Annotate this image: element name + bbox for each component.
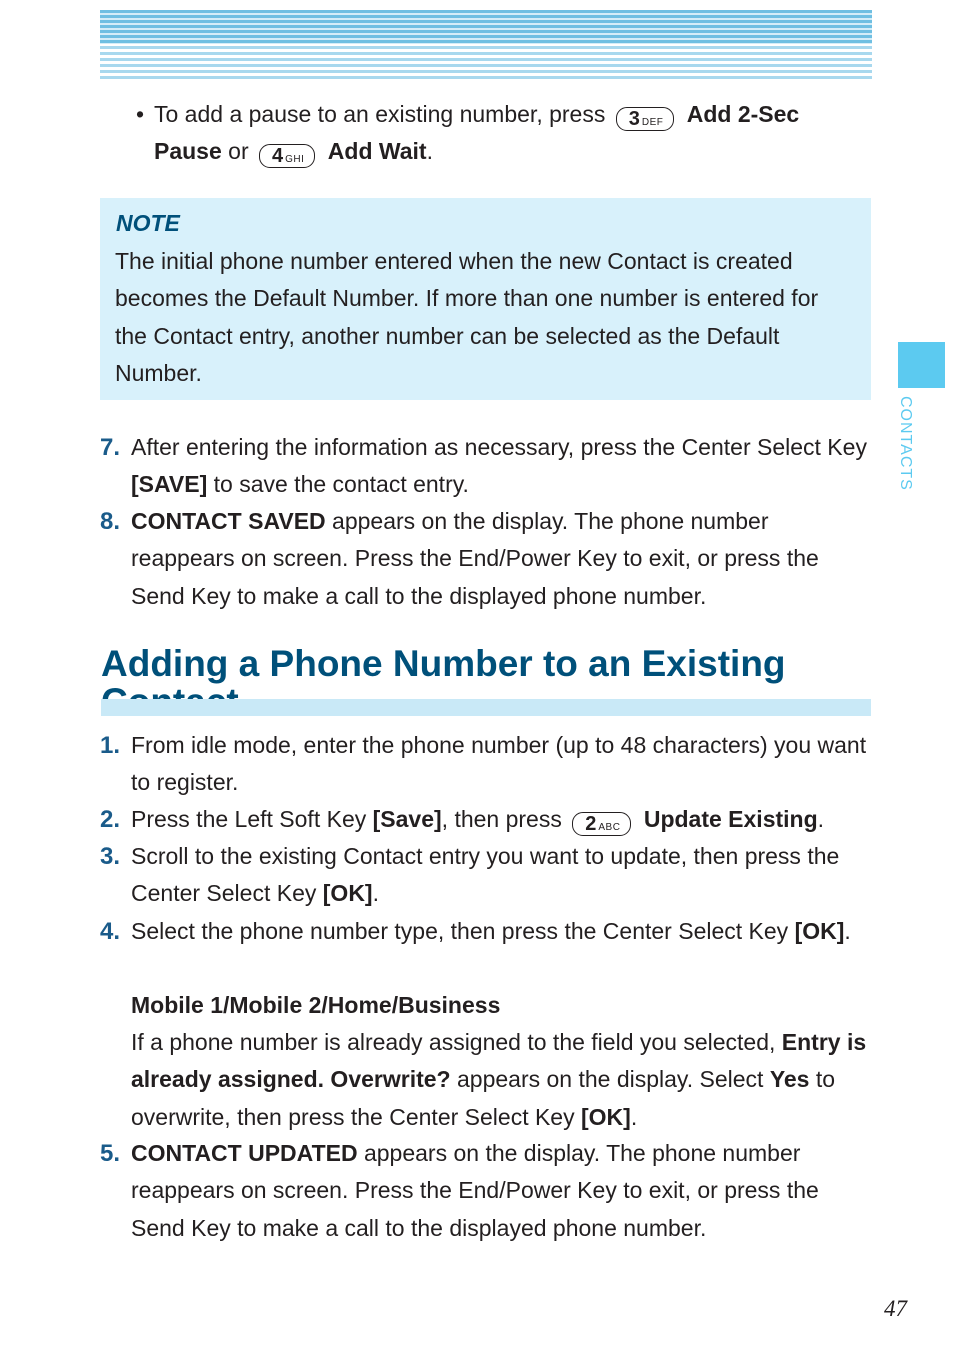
- note-body: The initial phone number entered when the new Contact is created becomes the Default Number. If more than one number is entered for the Contact entry, another number can be selected as the Default Number.: [115, 248, 819, 386]
- note-box: [100, 198, 871, 400]
- step-number: 7.: [100, 434, 121, 461]
- ok-key-label: [OK]: [322, 880, 373, 907]
- update-existing-label: Update Existing: [643, 806, 818, 832]
- bullet-dot: •: [136, 101, 145, 127]
- key-4-ghi-icon: 4 GHI: [259, 144, 315, 168]
- step-number: 4.: [100, 918, 121, 945]
- step-number: 5.: [100, 1140, 121, 1167]
- step-4: 4. Select the phone number type, then press the Center Select Key [OK].: [100, 913, 872, 950]
- chapter-label: CONTACTS: [897, 396, 914, 491]
- save-softkey-label: [Save]: [372, 806, 442, 832]
- header-stripe-band: [100, 10, 872, 82]
- step-5: 5. CONTACT UPDATED appears on the display. The phone number reappears on screen. Press the End/Power Key to exit, or press the Send Key to make a call to the displayed phone number.: [100, 1135, 872, 1247]
- add-wait-label: Add Wait: [327, 138, 427, 164]
- note-title: NOTE: [116, 210, 180, 236]
- step-2: 2. Press the Left Soft Key [Save], then press 2 ABC Update Existing.: [100, 801, 872, 838]
- contact-updated-label: CONTACT UPDATED: [131, 1140, 358, 1166]
- ok-key-label: [OK]: [581, 1103, 631, 1130]
- key-2-abc-icon: 2 ABC: [572, 812, 631, 836]
- step-8: 8. CONTACT SAVED appears on the display. The phone number reappears on screen. Press the End/Power Key to exit, or press the Send Key to make a call to the displayed phone number.: [100, 503, 872, 615]
- step-number: 8.: [100, 508, 121, 535]
- step-7: 7. After entering the information as necessary, press the Center Select Key [SAVE] to save the contact entry.: [100, 429, 872, 504]
- section-title: Adding a Phone Number to an Existing: [101, 643, 786, 684]
- pause-bullet: • To add a pause to an existing number, press 3 DEF Add 2-Sec Pause or 4 GHI Add Wait.: [136, 96, 856, 170]
- step-3: 3. Scroll to the existing Contact entry you want to update, then press the Center Select Key [OK].: [100, 838, 872, 913]
- phone-types: [131, 987, 871, 1024]
- or-text: or: [228, 138, 249, 164]
- page-number: 47: [884, 1296, 907, 1321]
- overwrite-instructions: If a phone number is already assigned to the field you selected, Entry is already assigned. Overwrite? appears on the display. Select Yes to overwrite, then press the Center Select Key [OK].: [131, 1029, 867, 1130]
- save-key-label: [SAVE]: [131, 471, 208, 498]
- contact-saved-label: CONTACT SAVED: [131, 508, 326, 534]
- phone-types-label: Mobile 1/Mobile 2/Home/Business: [131, 992, 501, 1018]
- chapter-tab-marker: [898, 342, 945, 388]
- bullet-pre-text: To add a pause to an existing number, press: [154, 101, 606, 127]
- step-number: 2.: [100, 806, 121, 833]
- section-title-underline: [101, 699, 871, 716]
- ok-key-label: [OK]: [794, 918, 845, 944]
- overwrite-prompt-label: Entry is already assigned. Overwrite?: [131, 1029, 867, 1093]
- yes-label: Yes: [769, 1066, 810, 1093]
- key-3-def-icon: 3 DEF: [616, 107, 675, 131]
- step-number: 3.: [100, 843, 121, 870]
- step-number: 1.: [100, 732, 121, 759]
- add-pause-label: Add 2-Sec: [686, 101, 800, 127]
- pause-label: Pause: [154, 138, 222, 164]
- step-1: 1. From idle mode, enter the phone number (up to 48 characters) you want to register.: [100, 727, 872, 802]
